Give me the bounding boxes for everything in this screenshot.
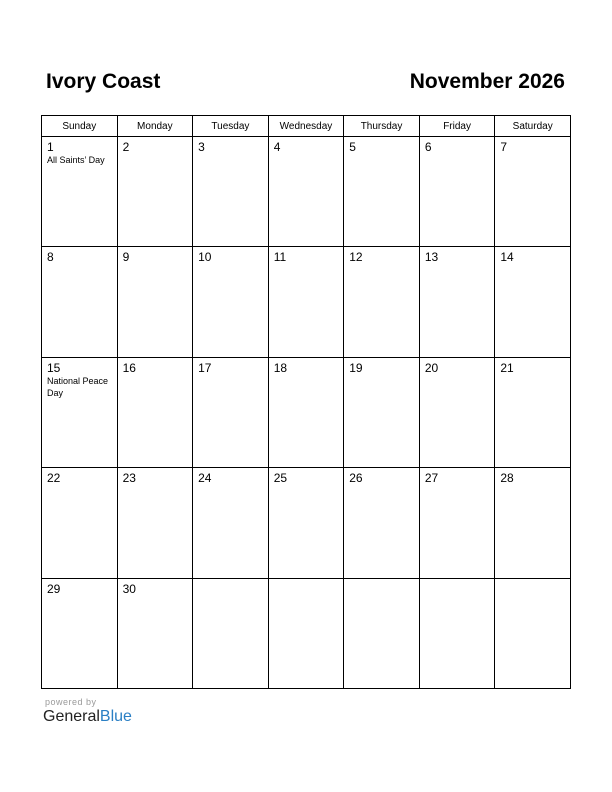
holiday-label: All Saints’ Day	[47, 155, 105, 165]
day-number: 24	[198, 471, 212, 486]
day-cell	[268, 137, 344, 247]
day-cell	[268, 357, 344, 467]
weekday-sunday: Sunday	[42, 116, 118, 137]
day-cell	[344, 578, 420, 688]
day-number: 23	[122, 471, 136, 486]
day-cell	[344, 468, 420, 578]
day-number: 28	[500, 471, 514, 486]
day-cell	[42, 468, 118, 578]
day-number: 11	[273, 250, 287, 265]
week-row	[42, 357, 571, 467]
day-cell	[268, 578, 344, 688]
day-cell	[419, 247, 495, 357]
day-number: 18	[273, 360, 288, 375]
day-cell	[419, 578, 495, 688]
day-cell	[193, 578, 269, 688]
day-cell	[419, 137, 495, 247]
day-number: 26	[349, 471, 363, 486]
weekday-saturday: Saturday	[495, 116, 571, 137]
day-cell	[42, 578, 118, 688]
week-row	[42, 578, 571, 688]
day-number: 27	[424, 471, 439, 486]
holiday-label: National Peace Day	[47, 375, 109, 398]
day-number: 15	[47, 360, 61, 375]
day-number: 29	[47, 581, 61, 596]
day-number: 7	[500, 140, 508, 154]
weekday-header-row	[42, 116, 571, 137]
day-number	[495, 579, 570, 582]
day-number: 30	[122, 581, 136, 596]
day-number: 12	[349, 250, 363, 265]
day-number: 13	[424, 250, 439, 265]
day-cell	[495, 357, 571, 467]
day-cell	[117, 357, 193, 467]
weekday-thursday: Thursday	[344, 116, 420, 137]
day-number: 1	[47, 140, 54, 154]
logo-general: General	[43, 708, 100, 725]
day-cell	[42, 247, 118, 357]
day-cell	[344, 137, 420, 247]
day-cell	[495, 137, 571, 247]
day-number: 20	[424, 360, 439, 375]
day-cell	[117, 578, 193, 688]
day-cell	[117, 137, 193, 247]
day-cell	[495, 578, 571, 688]
day-cell	[42, 137, 118, 247]
week-row	[42, 247, 571, 357]
weekday-friday: Friday	[419, 116, 495, 137]
week-row	[42, 468, 571, 578]
week-row	[42, 137, 571, 247]
weekday-wednesday: Wednesday	[268, 116, 344, 137]
weekday-tuesday: Tuesday	[193, 116, 269, 137]
day-number: 4	[273, 140, 281, 154]
day-cell	[117, 247, 193, 357]
day-number: 19	[349, 360, 363, 375]
day-cell	[193, 468, 269, 578]
powered-by-text: powered by	[45, 697, 97, 707]
weekday-monday: Monday	[117, 116, 193, 137]
day-cell	[193, 357, 269, 467]
day-number	[193, 579, 268, 582]
day-cell	[344, 247, 420, 357]
brand-footer	[43, 697, 132, 726]
day-number: 2	[122, 140, 130, 154]
day-number	[269, 579, 344, 582]
day-cell	[193, 137, 269, 247]
day-cell	[193, 247, 269, 357]
day-cell	[495, 468, 571, 578]
calendar-body	[42, 137, 571, 689]
day-number: 10	[198, 250, 212, 265]
day-number: 17	[198, 360, 212, 375]
day-cell	[419, 357, 495, 467]
day-number: 14	[500, 250, 514, 265]
day-number: 16	[122, 360, 136, 375]
day-cell	[344, 357, 420, 467]
day-cell	[419, 468, 495, 578]
day-number: 6	[424, 140, 432, 154]
day-cell	[495, 247, 571, 357]
day-number: 9	[122, 250, 130, 265]
day-number: 8	[47, 250, 54, 265]
day-cell	[268, 247, 344, 357]
day-number	[420, 579, 495, 582]
generalblue-logo	[43, 708, 132, 726]
day-cell	[117, 468, 193, 578]
day-number	[344, 579, 419, 582]
logo-blue: Blue	[99, 708, 132, 725]
day-number: 21	[500, 360, 514, 375]
country-title: Ivory Coast	[46, 70, 161, 93]
day-number: 25	[273, 471, 288, 486]
month-year-title: November 2026	[409, 70, 565, 93]
day-number: 3	[198, 140, 205, 154]
day-number: 22	[47, 471, 61, 486]
day-number: 5	[349, 140, 356, 154]
day-cell	[42, 357, 118, 467]
calendar-grid	[41, 115, 571, 689]
day-cell	[268, 468, 344, 578]
